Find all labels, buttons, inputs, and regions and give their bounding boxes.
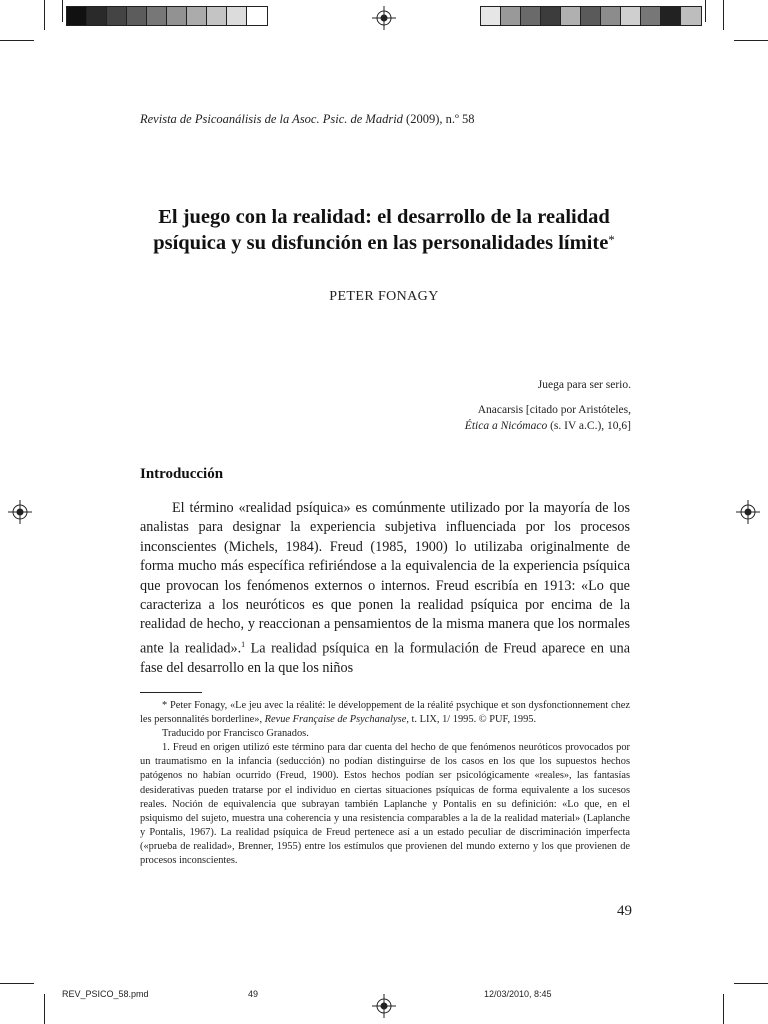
slug-page: 49 (248, 989, 259, 999)
epigraph-source-work: Ética a Nicómaco (464, 420, 548, 432)
footnote-1: 1. Freud en origen utilizó este término para dar cuenta del hecho de que fenómenos neuróticos provocados por un traumatismo en la infancia (seducción) no podían distinguirse de los casos en los que los supuestos hechos patógenos no habían ocurrido (Freud, 1900). Estos hechos podían ser psicológicamente «reales», las fantasías desiderativas pueden tratarse por el individuo en ciertas situaciones psíquicas de forma equivalente a los sucesos reales. Noción de equivalencia que subrayan también Laplanche y Pontalis en su definición: «Lo que, en el psiquismo del sujeto, muestra una coherencia y una resistencia comparables a la de la realidad material» (Laplanche y Pontalis, 1967). La realidad psíquica de Freud pertenece así a un estado peculiar de discriminación imperfecta («prueba de realidad», Brenner, 1955) entre los estímulos que provienen del mundo externo y los que provienen de procesos inconscientes. (140, 742, 630, 867)
epigraph-source-rest: (s. IV a.C.), 10,6] (547, 420, 631, 432)
calibration-swatch (681, 7, 701, 25)
calibration-swatch (87, 7, 107, 25)
crop-mark-top-right-v (723, 0, 724, 30)
footnote-star-journal: Revue Française de Psychanalyse (264, 714, 407, 726)
journal-header (140, 112, 475, 127)
calibration-swatch (481, 7, 501, 25)
crop-mark-bottom-right-h (734, 983, 768, 984)
epigraph-source (331, 402, 631, 434)
crop-mark-top-right-v2 (705, 0, 706, 22)
epigraph-source-line-1: Anacarsis [citado por Aristóteles, (477, 404, 631, 416)
calibration-swatch (127, 7, 147, 25)
epigraph-quote: Juega para ser serio. (537, 379, 631, 391)
calibration-swatch (581, 7, 601, 25)
crop-mark-bottom-left-h (0, 983, 34, 984)
article-title-line-1: El juego con la realidad: el desarrollo de la realidad (158, 206, 610, 228)
section-heading: Introducción (140, 466, 224, 482)
calibration-swatch (167, 7, 187, 25)
article-title (120, 204, 648, 256)
slug-filename: REV_PSICO_58.pmd (62, 989, 149, 999)
crop-mark-top-left-h (0, 40, 34, 41)
grayscale-calibration-bar-left (66, 6, 268, 26)
article-title-line-2: psíquica y su disfunción en las personalidades límite (153, 232, 609, 254)
journal-meta: (2009), n.º 58 (402, 112, 475, 126)
registration-mark-icon (8, 500, 32, 524)
footnote-divider (140, 692, 202, 693)
calibration-swatch (247, 7, 267, 25)
body-paragraph (140, 499, 630, 678)
footnote-star-text-a: * Peter Fonagy, «Le jeu avec la réalité: le développement de la réalité psychique et son dysfonctionnement chez les personnalités borderline», (140, 700, 630, 726)
calibration-swatch (621, 7, 641, 25)
calibration-swatch (601, 7, 621, 25)
registration-mark-icon (372, 994, 396, 1018)
crop-mark-bottom-right-v (723, 994, 724, 1024)
calibration-swatch (521, 7, 541, 25)
calibration-swatch (227, 7, 247, 25)
registration-mark-icon (372, 6, 396, 30)
footnote-star (140, 699, 630, 727)
calibration-swatch (661, 7, 681, 25)
grayscale-calibration-bar-right (480, 6, 702, 26)
title-footnote-mark: * (608, 232, 615, 247)
crop-mark-bottom-left-v (44, 994, 45, 1024)
crop-mark-top-left-v2 (62, 0, 63, 22)
body-text-part-b: La realidad psíquica en la formulación de Freud aparece en una fase del desarrollo en la que los niños (140, 640, 630, 676)
registration-mark-icon (736, 500, 760, 524)
footnote-translator: Traducido por Francisco Granados. (162, 728, 309, 740)
article-author: PETER FONAGY (329, 289, 439, 304)
calibration-swatch (67, 7, 87, 25)
calibration-swatch (107, 7, 127, 25)
calibration-swatch (501, 7, 521, 25)
body-text-part-a: El término «realidad psíquica» es comúnmente utilizado por la mayoría de los analistas para designar la experiencia subjetiva influenciada por los procesos inconscientes (Michels, 1984). Freud (1985, 1900) lo utilizaba originalmente de forma mucho más específica refiriéndose a la equivalencia de la experiencia psíquica que provocan los fenómenos externos o internos. Freud escribía en 1913: «Lo que caracteriza a los neuróticos es que ponen la realidad psíquica por encima de la realidad de hecho, y reaccionan a pensamientos de la misma manera que los normales ante la realidad». (140, 500, 630, 657)
page-number: 49 (617, 903, 632, 919)
slug-timestamp: 12/03/2010, 8:45 (484, 989, 552, 999)
journal-name: Revista de Psicoanálisis de la Asoc. Psic. de Madrid (140, 112, 403, 126)
footnote-reference-1: 1 (241, 639, 246, 649)
crop-mark-top-left-v (44, 0, 45, 30)
calibration-swatch (147, 7, 167, 25)
footnote-star-text-b: , t. LIX, 1/ 1995. © PUF, 1995. (406, 714, 537, 726)
calibration-swatch (187, 7, 207, 25)
calibration-swatch (207, 7, 227, 25)
calibration-swatch (561, 7, 581, 25)
calibration-swatch (641, 7, 661, 25)
calibration-swatch (541, 7, 561, 25)
crop-mark-top-right-h (734, 40, 768, 41)
footnotes (140, 699, 630, 868)
